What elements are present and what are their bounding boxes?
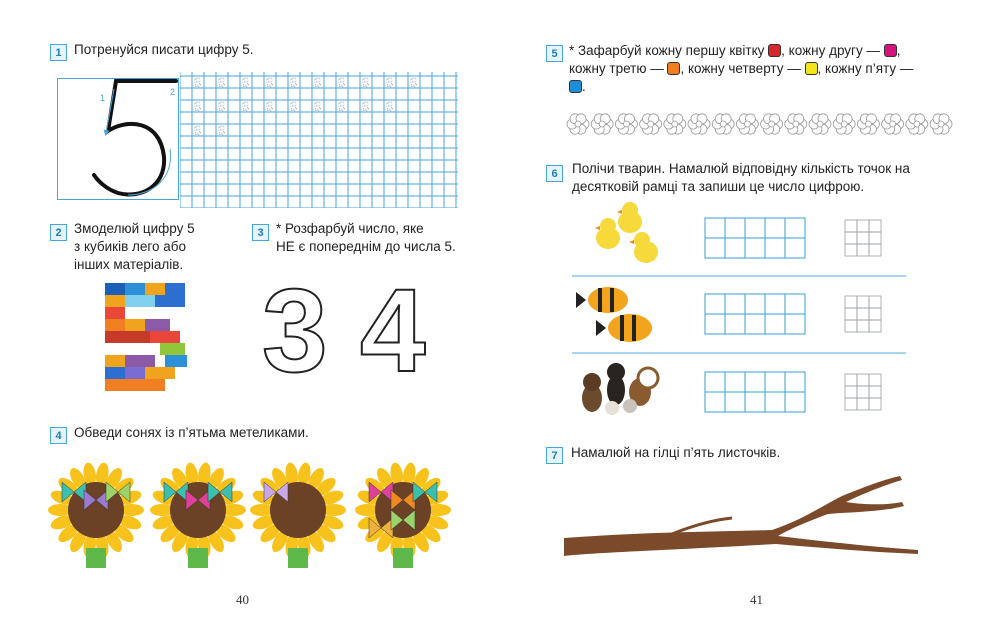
svg-text:5: 5: [218, 99, 226, 114]
task-1-instruction: Потренуйся писати цифру 5.: [74, 42, 254, 57]
answer-digit-box[interactable]: [845, 296, 881, 332]
color-swatch-orange: [667, 62, 680, 75]
task-5-instruction: [569, 42, 959, 96]
task-2-number: 2: [50, 224, 67, 241]
lego-bricks-five-image: [105, 283, 190, 393]
task-5-text-6: , кожну п’яту —: [817, 61, 914, 76]
svg-text:5: 5: [362, 99, 370, 114]
task-6-line-2: десятковій рамці та запиши це число цифрою.: [572, 179, 865, 194]
task-5-number: 5: [546, 45, 563, 62]
digit-model-box: [57, 78, 179, 200]
animal-counting-table: [572, 200, 908, 425]
color-swatch-magenta: [884, 44, 897, 57]
page-number-left: 40: [236, 592, 249, 607]
dogs-image: [582, 363, 658, 415]
task-5-text-2: , кожну другу —: [781, 43, 880, 58]
svg-text:5: 5: [290, 75, 298, 90]
svg-text:5: 5: [314, 75, 322, 90]
svg-text:5: 5: [242, 75, 250, 90]
task-2-line-1: Змоделюй цифру 5: [74, 221, 195, 236]
svg-text:2: 2: [170, 87, 176, 97]
svg-text:5: 5: [242, 99, 250, 114]
task-6-line-1: Полічи тварин. Намалюй відповідну кількість точок на: [572, 161, 910, 176]
svg-text:5: 5: [194, 75, 202, 90]
svg-text:5: 5: [266, 99, 274, 114]
task-7-instruction: Намалюй на гілці п’ять листочків.: [571, 445, 781, 460]
task-6-number: 6: [546, 165, 563, 182]
svg-text:5: 5: [266, 75, 274, 90]
flower-row-to-color[interactable]: [566, 110, 958, 138]
task-3-number: 3: [252, 224, 269, 241]
task-3-instruction: [276, 220, 456, 256]
svg-text:5: 5: [362, 75, 370, 90]
task-2-line-2: з кубиків лего або: [74, 239, 187, 254]
task-4-number: 4: [50, 427, 67, 444]
coloring-digit-three[interactable]: 3: [262, 265, 328, 397]
svg-text:5: 5: [386, 75, 394, 90]
sunflowers-with-butterflies: [48, 462, 458, 572]
handwriting-practice-grid[interactable]: [180, 72, 458, 208]
svg-text:5: 5: [410, 75, 418, 90]
fish-image: [576, 287, 652, 342]
chicks-image: [595, 202, 658, 263]
ten-frame[interactable]: [705, 294, 805, 334]
color-swatch-red: [768, 44, 781, 57]
color-swatch-yellow: [805, 62, 818, 75]
ten-frame[interactable]: [705, 372, 805, 412]
task-2-instruction: [74, 220, 195, 274]
task-1-number: 1: [50, 44, 67, 61]
task-5-text-7: .: [582, 79, 586, 94]
task-3-line-2: НЕ є попереднім до числа 5.: [276, 239, 456, 254]
ten-frame[interactable]: [705, 218, 805, 258]
task-6-instruction: [572, 160, 910, 196]
task-3-line-1: * Розфарбуй число, яке: [276, 221, 424, 236]
color-swatch-blue: [569, 80, 582, 93]
svg-text:5: 5: [194, 123, 202, 138]
task-7-number: 7: [546, 447, 563, 464]
svg-text:5: 5: [314, 99, 322, 114]
task-4-instruction: Обведи сонях із п’ятьма метеликами.: [74, 425, 309, 440]
task-5-text-5: , кожну четверту —: [680, 61, 801, 76]
answer-digit-box[interactable]: [845, 374, 881, 410]
answer-digit-box[interactable]: [845, 220, 881, 256]
digit-five-stroke-guide: [58, 79, 178, 199]
task-5-text-3: ,: [896, 43, 901, 58]
tree-branch-image[interactable]: [562, 470, 942, 562]
svg-text:5: 5: [218, 123, 226, 138]
svg-text:5: 5: [386, 99, 394, 114]
svg-text:5: 5: [194, 99, 202, 114]
svg-text:5: 5: [290, 99, 298, 114]
coloring-digit-four[interactable]: 4: [360, 265, 426, 397]
page-number-right: 41: [750, 592, 763, 607]
svg-text:5: 5: [338, 99, 346, 114]
svg-text:1: 1: [100, 93, 106, 103]
task-5-text-1: * Зафарбуй кожну першу квітку: [569, 43, 765, 58]
svg-text:5: 5: [338, 75, 346, 90]
task-2-line-3: інших матеріалів.: [74, 257, 184, 272]
svg-text:5: 5: [218, 75, 226, 90]
task-5-text-4: кожну третю —: [569, 61, 664, 76]
